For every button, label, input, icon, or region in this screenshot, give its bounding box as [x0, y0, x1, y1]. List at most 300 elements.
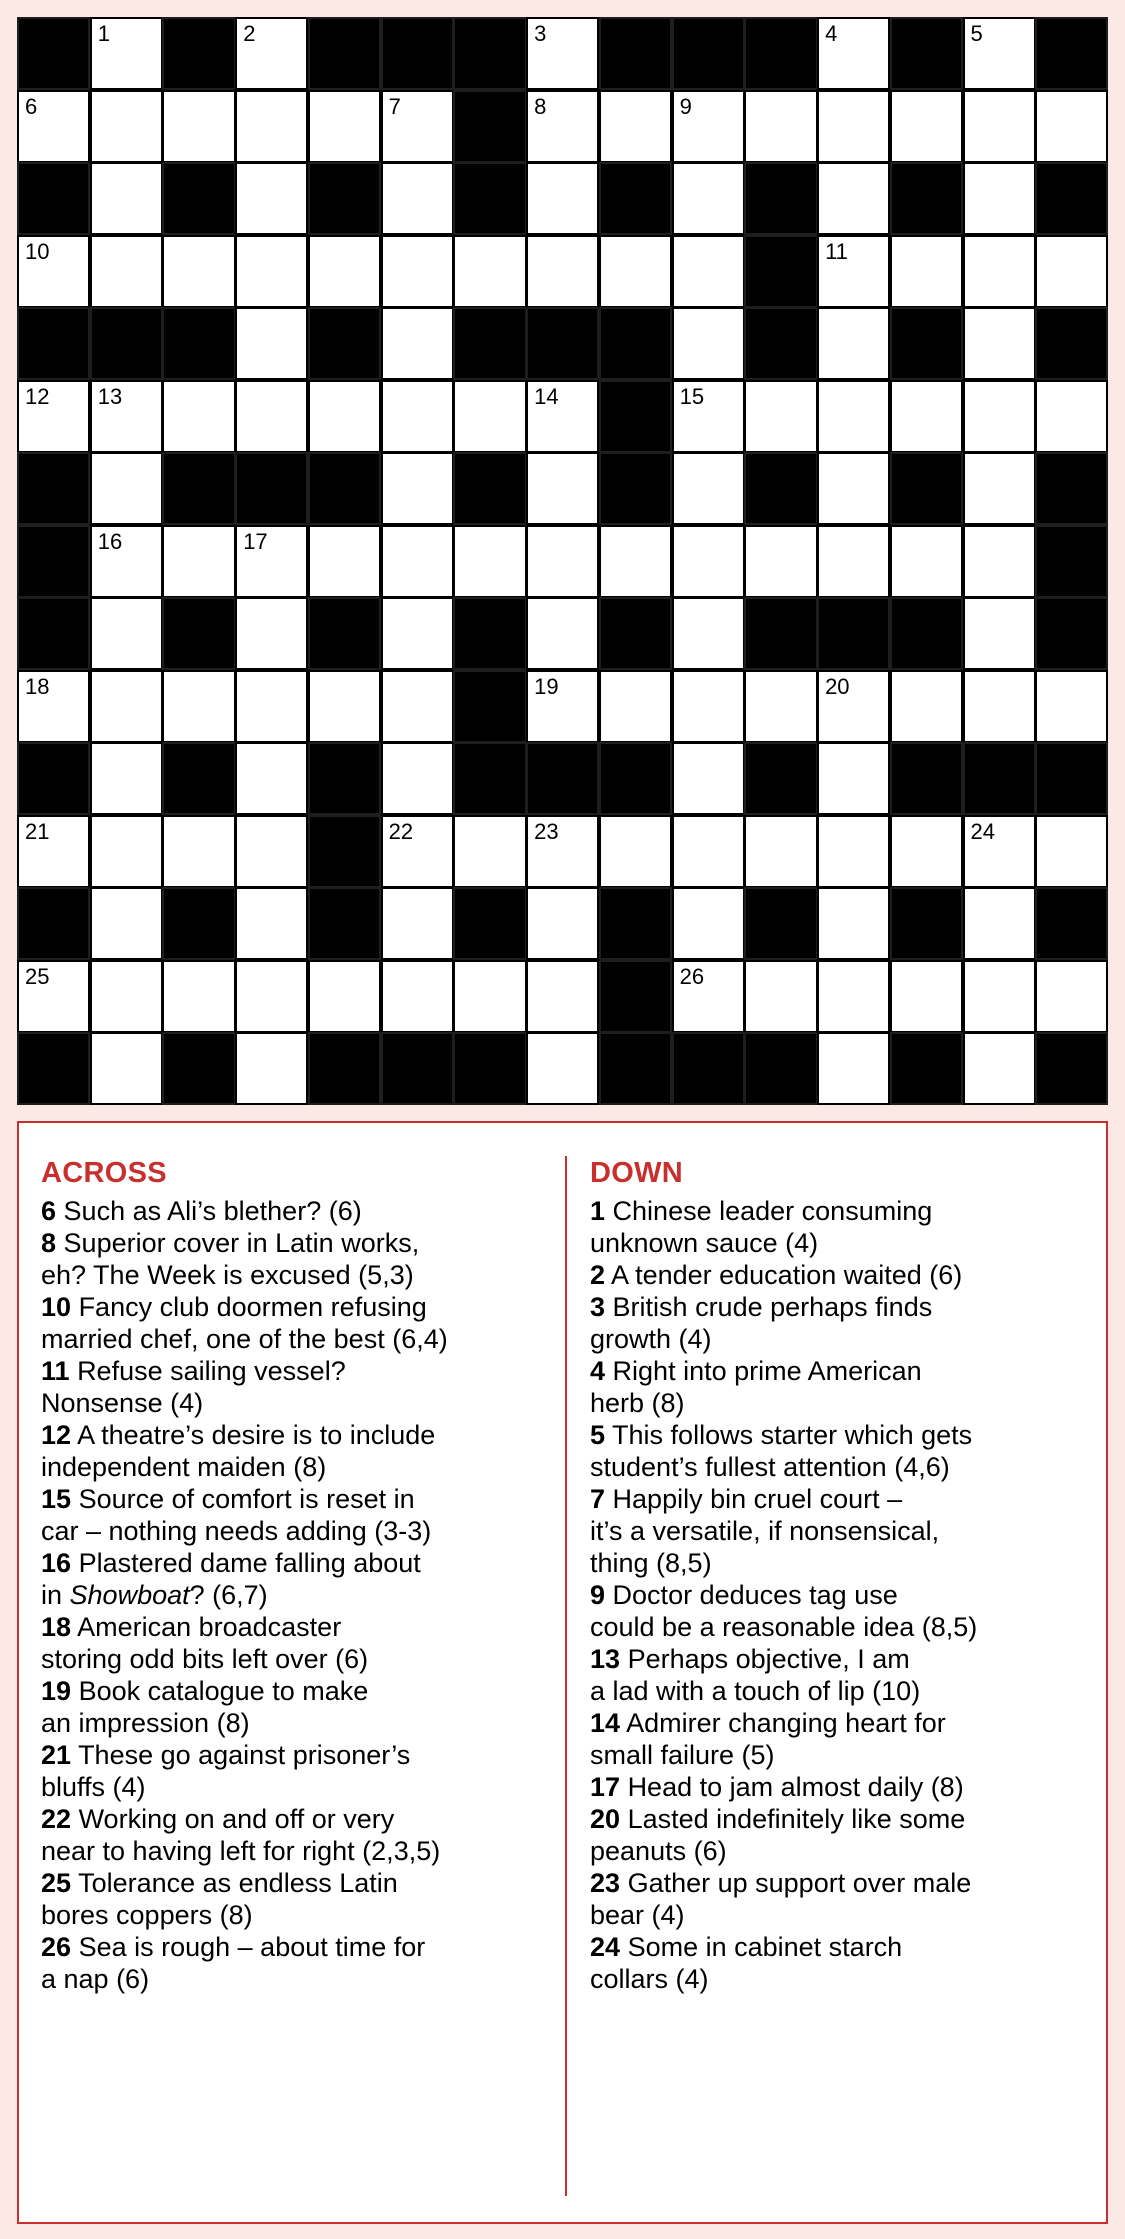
grid-cell[interactable] [672, 235, 745, 308]
grid-cell[interactable] [672, 887, 745, 960]
grid-cell[interactable] [381, 380, 454, 453]
grid-cell[interactable] [90, 525, 163, 598]
grid-cell[interactable] [744, 960, 817, 1033]
black-square [1035, 452, 1108, 525]
down-clue[interactable] [590, 1419, 1090, 1483]
grid-cell[interactable] [162, 90, 235, 163]
clue-text: Perhaps objective, I am a lad with a touch of lip (10) [590, 1644, 921, 1706]
grid-cell[interactable] [672, 90, 745, 163]
grid-cell[interactable] [963, 597, 1036, 670]
grid-cell[interactable] [817, 17, 890, 90]
black-square [162, 452, 235, 525]
black-square [963, 742, 1036, 815]
clue-number-label: 25 [41, 1868, 72, 1898]
grid-cell[interactable] [526, 17, 599, 90]
grid-cell[interactable] [817, 960, 890, 1033]
clue-number: 17 [243, 528, 268, 554]
grid-cell[interactable] [162, 235, 235, 308]
clue-number: 6 [25, 93, 38, 119]
clue-number: 14 [534, 383, 559, 409]
grid-cell[interactable] [817, 670, 890, 743]
black-square [381, 1032, 454, 1105]
grid-cell[interactable] [235, 597, 308, 670]
black-square [744, 17, 817, 90]
grid-cell[interactable] [526, 162, 599, 235]
clue-number: 11 [825, 238, 848, 264]
down-clue[interactable] [590, 1643, 1090, 1707]
grid-cell[interactable] [526, 235, 599, 308]
grid-cell[interactable] [890, 235, 963, 308]
grid-cell[interactable] [526, 887, 599, 960]
grid-cell[interactable] [381, 235, 454, 308]
black-square [744, 235, 817, 308]
grid-cell[interactable] [1035, 815, 1108, 888]
across-clue[interactable] [41, 1867, 541, 1931]
grid-cell[interactable] [235, 525, 308, 598]
grid-cell[interactable] [90, 1032, 163, 1105]
grid-cell[interactable] [744, 525, 817, 598]
grid-cell[interactable] [381, 452, 454, 525]
column-divider [565, 1156, 567, 2196]
grid-cell[interactable] [162, 670, 235, 743]
grid-cell[interactable] [672, 960, 745, 1033]
clue-number: 21 [25, 818, 50, 844]
grid-cell[interactable] [672, 307, 745, 380]
clue-number-label: 13 [590, 1644, 621, 1674]
grid-cell[interactable] [1035, 380, 1108, 453]
black-square [890, 162, 963, 235]
grid-cell[interactable] [890, 525, 963, 598]
grid-cell[interactable] [963, 815, 1036, 888]
grid-cell[interactable] [235, 815, 308, 888]
grid-cell[interactable] [963, 887, 1036, 960]
grid-cell[interactable] [963, 670, 1036, 743]
black-square [17, 742, 90, 815]
crossword-grid [17, 17, 1108, 1105]
grid-cell[interactable] [17, 960, 90, 1033]
grid-cell[interactable] [1035, 235, 1108, 308]
black-square [1035, 307, 1108, 380]
clue-number-label: 10 [41, 1292, 72, 1322]
down-heading: DOWN [590, 1157, 684, 1189]
grid-cell[interactable] [90, 17, 163, 90]
across-clue[interactable] [41, 1547, 541, 1611]
clue-number-label: 9 [590, 1580, 606, 1610]
grid-cell[interactable] [17, 670, 90, 743]
black-square [162, 162, 235, 235]
down-clue[interactable] [590, 1803, 1090, 1867]
clue-number-label: 7 [590, 1484, 606, 1514]
across-clue[interactable] [41, 1419, 541, 1483]
clue-text: Chinese leader consuming unknown sauce (4) [590, 1196, 933, 1258]
black-square [162, 887, 235, 960]
black-square [672, 1032, 745, 1105]
clue-number: 8 [534, 93, 547, 119]
clue-number: 10 [25, 238, 50, 264]
clue-text: This follows starter which gets student’s fullest attention (4,6) [590, 1420, 973, 1482]
grid-cell[interactable] [90, 380, 163, 453]
grid-cell[interactable] [162, 525, 235, 598]
grid-cell[interactable] [308, 960, 381, 1033]
grid-cell[interactable] [90, 742, 163, 815]
down-clue[interactable] [590, 1355, 1090, 1419]
across-clue[interactable] [41, 1931, 541, 1995]
down-clue[interactable] [590, 1291, 1090, 1355]
across-clue[interactable] [41, 1195, 541, 1227]
grid-cell[interactable] [17, 380, 90, 453]
black-square [890, 887, 963, 960]
clue-text: Superior cover in Latin works, eh? The Week is excused (5,3) [41, 1228, 420, 1290]
clue-text: Fancy club doormen refusing married chef, one of the best (6,4) [41, 1292, 448, 1354]
black-square [599, 17, 672, 90]
clue-number: 2 [243, 21, 256, 46]
black-square [17, 17, 90, 90]
grid-cell[interactable] [890, 815, 963, 888]
grid-cell[interactable] [963, 162, 1036, 235]
clue-number-label: 5 [590, 1420, 606, 1450]
down-clue[interactable] [590, 1483, 1090, 1579]
black-square [453, 887, 526, 960]
grid-cell[interactable] [963, 235, 1036, 308]
grid-cell[interactable] [17, 815, 90, 888]
black-square [744, 452, 817, 525]
down-clues [590, 1157, 1090, 1995]
grid-cell[interactable] [599, 235, 672, 308]
clue-number: 7 [388, 93, 401, 119]
black-square [599, 960, 672, 1033]
grid-cell[interactable] [963, 17, 1036, 90]
grid-cell[interactable] [526, 452, 599, 525]
across-clue[interactable] [41, 1291, 541, 1355]
down-clue[interactable] [590, 1579, 1090, 1643]
grid-cell[interactable] [235, 17, 308, 90]
grid-cell[interactable] [526, 525, 599, 598]
black-square [744, 1032, 817, 1105]
black-square [1035, 525, 1108, 598]
black-square [17, 887, 90, 960]
clue-text: Source of comfort is reset in car – nothing needs adding (3-3) [41, 1484, 432, 1546]
grid-cell[interactable] [817, 815, 890, 888]
grid-cell[interactable] [453, 235, 526, 308]
grid-cell[interactable] [381, 670, 454, 743]
black-square [1035, 597, 1108, 670]
grid-cell[interactable] [672, 380, 745, 453]
grid-cell[interactable] [963, 525, 1036, 598]
grid-cell[interactable] [381, 90, 454, 163]
grid-cell[interactable] [963, 1032, 1036, 1105]
clue-number-label: 17 [590, 1772, 621, 1802]
black-square [599, 887, 672, 960]
clue-number: 3 [534, 21, 547, 46]
black-square [817, 597, 890, 670]
grid-cell[interactable] [526, 815, 599, 888]
grid-cell[interactable] [235, 162, 308, 235]
grid-cell[interactable] [453, 960, 526, 1033]
grid-cell[interactable] [162, 815, 235, 888]
clue-number-label: 8 [41, 1228, 57, 1258]
grid-cell[interactable] [381, 887, 454, 960]
clue-text: Lasted indefinitely like some peanuts (6) [590, 1804, 966, 1866]
clue-number: 26 [679, 963, 705, 989]
grid-cell[interactable] [381, 307, 454, 380]
black-square [1035, 162, 1108, 235]
black-square [17, 1032, 90, 1105]
clue-text: Doctor deduces tag use could be a reasonable idea (8,5) [590, 1580, 978, 1642]
down-clue[interactable] [590, 1259, 1090, 1291]
clue-number-label: 24 [590, 1932, 621, 1962]
grid-cell[interactable] [672, 452, 745, 525]
clue-number: 9 [679, 93, 692, 119]
black-square [162, 307, 235, 380]
clue-number-label: 2 [590, 1260, 606, 1290]
black-square [890, 1032, 963, 1105]
across-clue[interactable] [41, 1355, 541, 1419]
clue-number-label: 11 [41, 1356, 70, 1386]
clue-text-italic: Showboat [69, 1580, 190, 1610]
clue-number: 1 [97, 21, 110, 46]
black-square [308, 162, 381, 235]
clue-text: Right into prime American herb (8) [590, 1356, 922, 1418]
grid-cell[interactable] [308, 670, 381, 743]
grid-cell[interactable] [381, 742, 454, 815]
clue-number: 20 [825, 673, 850, 699]
grid-cell[interactable] [744, 90, 817, 163]
grid-cell[interactable] [963, 307, 1036, 380]
black-square [744, 597, 817, 670]
grid-cell[interactable] [1035, 90, 1108, 163]
grid-cell[interactable] [817, 380, 890, 453]
grid-cell[interactable] [599, 90, 672, 163]
grid-cell[interactable] [1035, 670, 1108, 743]
grid-cell[interactable] [1035, 960, 1108, 1033]
black-square [1035, 1032, 1108, 1105]
black-square [453, 162, 526, 235]
black-square [17, 452, 90, 525]
grid-cell[interactable] [453, 380, 526, 453]
grid-cell[interactable] [963, 960, 1036, 1033]
clue-number-label: 14 [590, 1708, 621, 1738]
clue-number-label: 26 [41, 1932, 72, 1962]
black-square [1035, 17, 1108, 90]
clue-number: 13 [97, 383, 123, 409]
grid-cell[interactable] [744, 380, 817, 453]
black-square [308, 597, 381, 670]
clue-number: 18 [25, 673, 50, 699]
grid-cell[interactable] [817, 452, 890, 525]
black-square [744, 162, 817, 235]
grid-cell[interactable] [817, 1032, 890, 1105]
grid-cell[interactable] [817, 235, 890, 308]
grid-cell[interactable] [17, 235, 90, 308]
grid-cell[interactable] [381, 525, 454, 598]
grid-cell[interactable] [308, 90, 381, 163]
down-clue[interactable] [590, 1867, 1090, 1931]
grid-cell[interactable] [90, 162, 163, 235]
black-square [890, 452, 963, 525]
clue-text: Such as Ali’s blether? (6) [63, 1196, 362, 1226]
black-square [17, 597, 90, 670]
down-clue[interactable] [590, 1771, 1090, 1803]
clue-number: 19 [534, 673, 559, 699]
grid-cell[interactable] [235, 887, 308, 960]
black-square [672, 17, 745, 90]
black-square [599, 162, 672, 235]
grid-cell[interactable] [672, 742, 745, 815]
grid-cell[interactable] [599, 670, 672, 743]
grid-cell[interactable] [235, 235, 308, 308]
clue-number-label: 6 [41, 1196, 57, 1226]
black-square [744, 887, 817, 960]
grid-cell[interactable] [672, 162, 745, 235]
clue-number-label: 18 [41, 1612, 72, 1642]
grid-cell[interactable] [308, 235, 381, 308]
down-clue[interactable] [590, 1931, 1090, 1995]
grid-cell[interactable] [235, 960, 308, 1033]
grid-cell[interactable] [744, 670, 817, 743]
grid-cell[interactable] [235, 90, 308, 163]
grid-cell[interactable] [672, 670, 745, 743]
clue-text: These go against prisoner’s bluffs (4) [41, 1740, 411, 1802]
clue-text: Sea is rough – about time for a nap (6) [41, 1932, 426, 1994]
grid-cell[interactable] [672, 815, 745, 888]
grid-cell[interactable] [90, 670, 163, 743]
grid-cell[interactable] [453, 525, 526, 598]
black-square [308, 452, 381, 525]
across-clue[interactable] [41, 1803, 541, 1867]
grid-cell[interactable] [599, 525, 672, 598]
clue-number: 25 [25, 963, 50, 989]
grid-cell[interactable] [17, 90, 90, 163]
grid-cell[interactable] [526, 380, 599, 453]
grid-cell[interactable] [890, 960, 963, 1033]
across-clue[interactable] [41, 1611, 541, 1675]
grid-cell[interactable] [526, 90, 599, 163]
grid-cell[interactable] [963, 380, 1036, 453]
black-square [453, 670, 526, 743]
grid-cell[interactable] [890, 90, 963, 163]
grid-cell[interactable] [381, 960, 454, 1033]
black-square [17, 307, 90, 380]
grid-cell[interactable] [235, 1032, 308, 1105]
grid-cell[interactable] [890, 670, 963, 743]
grid-cell[interactable] [90, 887, 163, 960]
clue-number-label: 4 [590, 1356, 606, 1386]
grid-cell[interactable] [963, 90, 1036, 163]
grid-cell[interactable] [308, 525, 381, 598]
black-square [90, 307, 163, 380]
grid-cell[interactable] [90, 90, 163, 163]
black-square [1035, 887, 1108, 960]
grid-cell[interactable] [453, 815, 526, 888]
black-square [162, 742, 235, 815]
grid-cell[interactable] [526, 960, 599, 1033]
grid-cell[interactable] [235, 670, 308, 743]
clue-text: Head to jam almost daily (8) [627, 1772, 964, 1802]
black-square [453, 17, 526, 90]
grid-cell[interactable] [817, 742, 890, 815]
clue-number: 4 [825, 21, 838, 46]
black-square [890, 742, 963, 815]
grid-cell[interactable] [817, 90, 890, 163]
black-square [308, 742, 381, 815]
black-square [599, 452, 672, 525]
grid-cell[interactable] [672, 525, 745, 598]
clue-number: 15 [679, 383, 705, 409]
grid-cell[interactable] [162, 380, 235, 453]
grid-cell[interactable] [526, 597, 599, 670]
grid-cell[interactable] [235, 380, 308, 453]
down-clue[interactable] [590, 1195, 1090, 1259]
clue-number-label: 1 [590, 1196, 606, 1226]
black-square [744, 742, 817, 815]
grid-cell[interactable] [235, 307, 308, 380]
grid-cell[interactable] [90, 235, 163, 308]
black-square [308, 17, 381, 90]
grid-cell[interactable] [381, 815, 454, 888]
clue-number-label: 15 [41, 1484, 72, 1514]
grid-cell[interactable] [90, 815, 163, 888]
clue-number: 5 [970, 21, 983, 46]
grid-cell[interactable] [90, 960, 163, 1033]
clue-number-label: 3 [590, 1292, 606, 1322]
grid-cell[interactable] [963, 452, 1036, 525]
grid-cell[interactable] [526, 1032, 599, 1105]
black-square [17, 525, 90, 598]
grid-cell[interactable] [817, 887, 890, 960]
black-square [599, 597, 672, 670]
clue-text: British crude perhaps finds growth (4) [590, 1292, 933, 1354]
across-clue[interactable] [41, 1483, 541, 1547]
grid-cell[interactable] [90, 597, 163, 670]
black-square [890, 307, 963, 380]
clue-text: Happily bin cruel court – it’s a versatile, if nonsensical, thing (8,5) [590, 1484, 940, 1578]
black-square [162, 17, 235, 90]
grid-cell[interactable] [744, 815, 817, 888]
across-clue[interactable] [41, 1675, 541, 1739]
black-square [526, 742, 599, 815]
grid-cell[interactable] [599, 815, 672, 888]
clue-number: 24 [970, 818, 996, 844]
clue-text: Plastered dame falling about in [41, 1548, 421, 1610]
clue-number: 23 [534, 818, 559, 844]
grid-cell[interactable] [672, 597, 745, 670]
black-square [381, 17, 454, 90]
down-clue[interactable] [590, 1707, 1090, 1771]
grid-cell[interactable] [235, 742, 308, 815]
black-square [890, 597, 963, 670]
grid-cell[interactable] [817, 162, 890, 235]
clue-text: Tolerance as endless Latin bores coppers (8) [41, 1868, 398, 1930]
grid-cell[interactable] [526, 670, 599, 743]
black-square [453, 1032, 526, 1105]
clue-text: American broadcaster storing odd bits left over (6) [41, 1612, 369, 1674]
grid-cell[interactable] [381, 597, 454, 670]
across-clue[interactable] [41, 1227, 541, 1291]
grid-cell[interactable] [890, 380, 963, 453]
grid-cell[interactable] [381, 162, 454, 235]
grid-cell[interactable] [817, 307, 890, 380]
grid-cell[interactable] [308, 380, 381, 453]
across-clue[interactable] [41, 1739, 541, 1803]
black-square [744, 307, 817, 380]
grid-cell[interactable] [817, 525, 890, 598]
clue-text: Book catalogue to make an impression (8) [41, 1676, 369, 1738]
clue-number-label: 19 [41, 1676, 72, 1706]
grid-cell[interactable] [162, 960, 235, 1033]
black-square [308, 815, 381, 888]
black-square [308, 307, 381, 380]
grid-cell[interactable] [90, 452, 163, 525]
